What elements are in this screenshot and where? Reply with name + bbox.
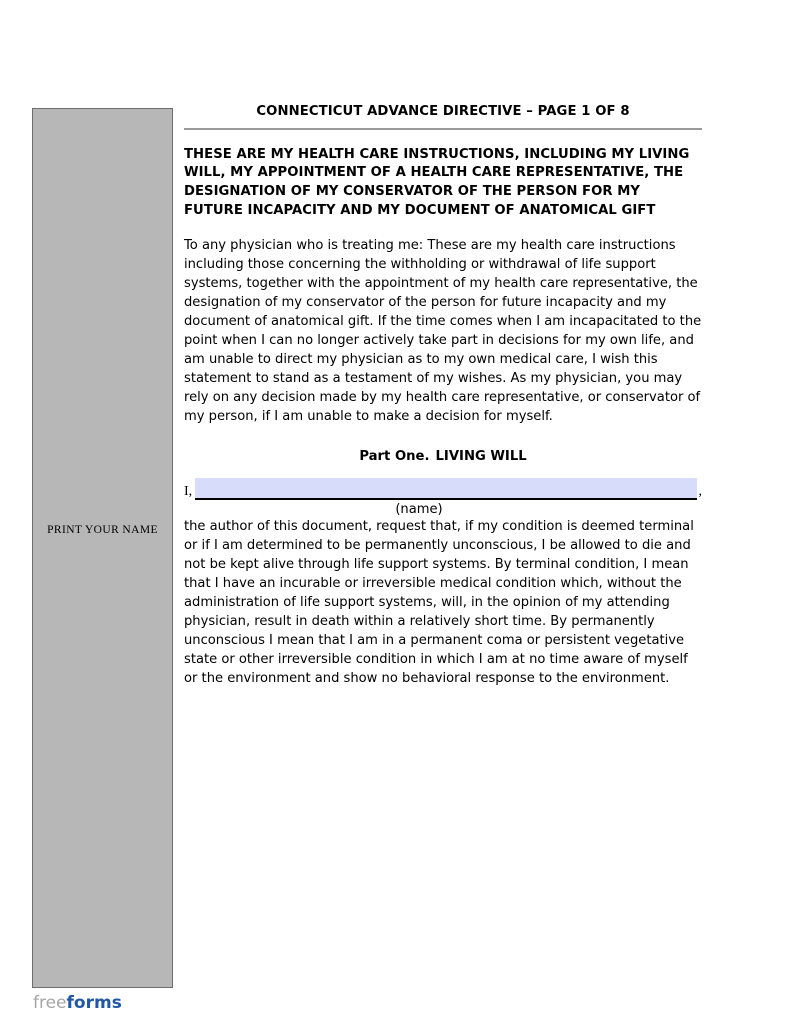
paragraph-1: To any physician who is treating me: These are my health care instructions including those concerning the withholding or withdrawal of life support systems, together with the appointment of my health care representative, the designation of my conservator of the person for future incapacity and my document of anatomical gift. If the time comes when I am incapacitated to the point when I can no longer actively take part in decisions for my own life, and am unable to direct my physician as to my own medical care, I wish this statement to stand as a testament of my wishes. As my physician, you may rely on any decision made by my health care representative, or conservator of my person, if I am unable to make a decision for myself. [184, 238, 702, 425]
name-field-caption: (name) [395, 502, 443, 518]
print-your-name-input[interactable] [195, 478, 696, 498]
sidebar-instruction-label: PRINT YOUR NAME [47, 524, 158, 536]
paragraph-2: the author of this document, request that, if my condition is deemed terminal or if I am determined to be permanently unconscious, I be allowed to die and not be kept alive through life support systems. By terminal condition, I mean that I have an incurable or irreversible medical condition which, without the administration of life support systems, will, in the opinion of my attending physician, result in death within a relatively short time. By permanently unconscious I mean that I am in a permanent coma or persistent vegetative state or other irreversible condition in which I am at no time aware of myself or the environment and show no behavioral response to the environment. [184, 519, 694, 687]
name-line-trailing-comma: , [698, 484, 702, 500]
name-field-underline [195, 498, 696, 500]
part-one-label: Part One. [359, 449, 430, 465]
intro-heading: THESE ARE MY HEALTH CARE INSTRUCTIONS, INCLUDING MY LIVING WILL, MY APPOINTMENT OF A HEALTH CARE REPRESENTATIVE, THE DESIGNATION OF MY CONSERVATOR OF THE PERSON FOR MY FUTURE INCAPACITY AND MY DOCUMENT OF ANATOMICAL GIFT [184, 146, 690, 218]
part-one-title: LIVING WILL [435, 449, 527, 465]
logo-text-forms: forms [66, 993, 122, 1013]
document-title: CONNECTICUT ADVANCE DIRECTIVE – PAGE 1 OF 8 [256, 104, 630, 119]
name-line-lead-text: I, [184, 484, 193, 500]
instruction-sidebar [32, 108, 173, 988]
freeforms-logo [33, 995, 122, 1012]
name-field-container [195, 478, 696, 500]
document-content [184, 104, 702, 689]
name-entry-line [184, 478, 702, 500]
title-divider [184, 128, 702, 130]
part-one-heading [184, 449, 702, 464]
logo-text-free: free [33, 993, 67, 1013]
